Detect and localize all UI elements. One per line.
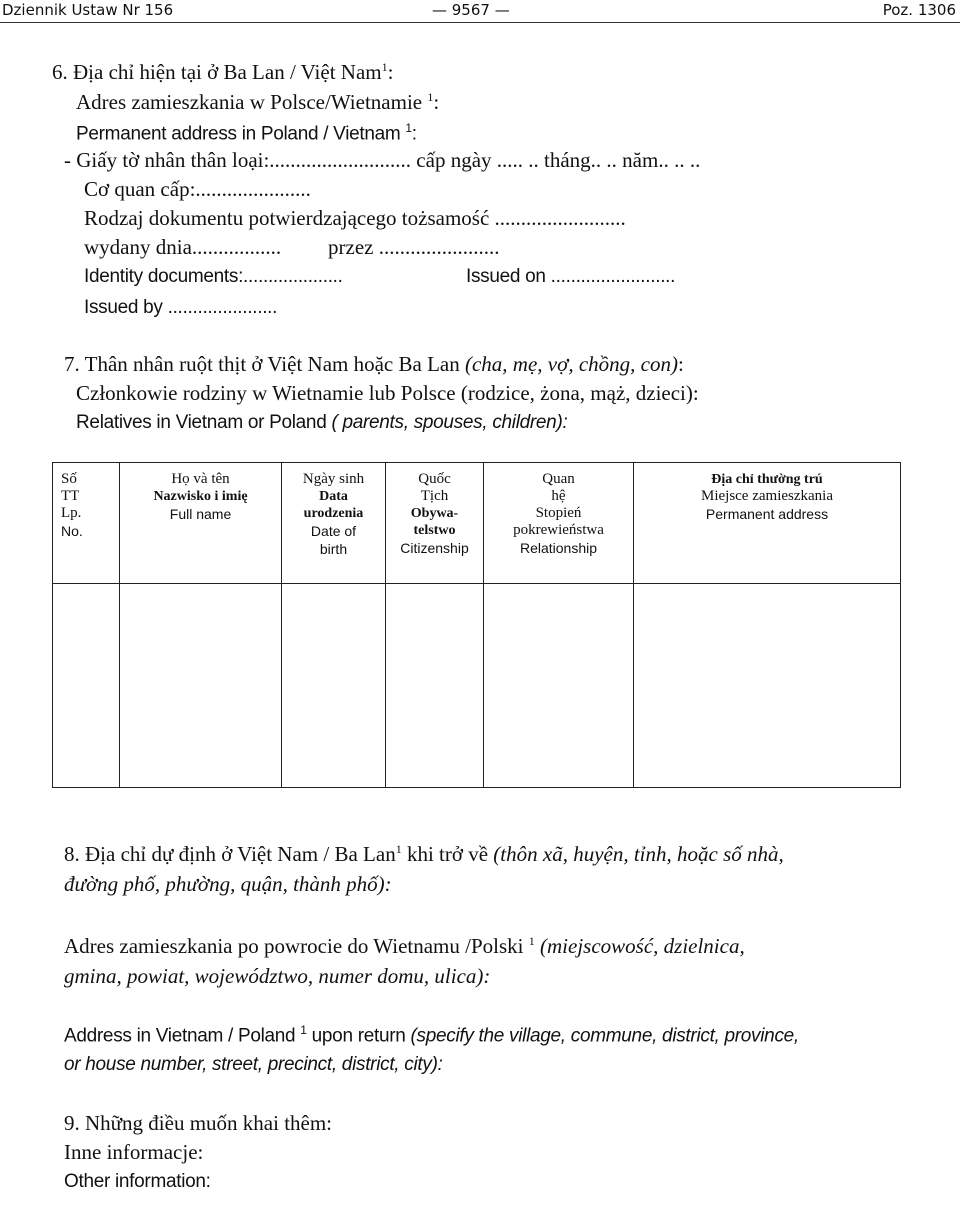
s6-issued-on-en: Issued on ......................... bbox=[466, 266, 676, 287]
s6-issuer-vn: Cơ quan cấp:...................... bbox=[84, 177, 311, 201]
journal-title: Dziennik Ustaw Nr 156 bbox=[2, 1, 174, 19]
s6-id-doc-pl: Rodzaj dokumentu potwierdzającego tożsamość ......................... bbox=[84, 206, 626, 230]
s8-title-pl-cont: gmina, powiat, województwo, numer domu, ulica): bbox=[64, 964, 491, 988]
s6-title-vn: 6. Địa chỉ hiện tại ở Ba Lan / Việt Nam$^1$: bbox=[52, 60, 394, 84]
col-relationship: Quan hệ Stopień pokrewieństwa Relationship bbox=[484, 463, 634, 584]
s8-title-en: Address in Vietnam / Poland $^1$ upon return (specify the village, commune, district, province, bbox=[64, 1023, 799, 1047]
s6-issued-date-pl: wydany dnia................. bbox=[84, 235, 282, 259]
s6-issued-by-en: Issued by ...................... bbox=[84, 297, 278, 318]
cell-number[interactable] bbox=[53, 584, 120, 788]
col-permanent-address: Địa chỉ thường trú Miejsce zamieszkania Permanent address bbox=[634, 463, 901, 584]
cell-relationship[interactable] bbox=[484, 584, 634, 788]
s9-title-pl: Inne informacje: bbox=[64, 1140, 204, 1164]
cell-citizenship[interactable] bbox=[386, 584, 484, 788]
s8-title-vn-cont: đường phố, phường, quận, thành phố): bbox=[64, 872, 392, 896]
s6-title-pl: Adres zamieszkania w Polsce/Wietnamie $^1$: bbox=[76, 90, 440, 114]
relatives-table bbox=[52, 462, 901, 788]
s7-title-pl: Członkowie rodziny w Wietnamie lub Polsce (rodzice, żona, mąż, dzieci): bbox=[76, 381, 699, 405]
col-date-of-birth: Ngày sinh Data urodzenia Date of birth bbox=[282, 463, 386, 584]
s6-id-doc-en: Identity documents:.................... bbox=[84, 266, 343, 287]
s8-title-vn: 8. Địa chỉ dự định ở Việt Nam / Ba Lan$^1$ khi trở về (thôn xã, huyện, tỉnh, hoặc số nhà, bbox=[64, 842, 784, 866]
col-citizenship: Quốc Tịch Obywa- telstwo Citizenship bbox=[386, 463, 484, 584]
cell-full-name[interactable] bbox=[120, 584, 282, 788]
cell-date-of-birth[interactable] bbox=[282, 584, 386, 788]
page-number: — 9567 — bbox=[432, 1, 510, 19]
cell-permanent-address[interactable] bbox=[634, 584, 901, 788]
s8-title-en-cont: or house number, street, precinct, district, city): bbox=[64, 1054, 443, 1075]
table-header-row bbox=[53, 463, 901, 584]
s7-title-en: Relatives in Vietnam or Poland ( parents, spouses, children): bbox=[76, 412, 568, 433]
s9-title-en: Other information: bbox=[64, 1171, 211, 1192]
page-header bbox=[0, 0, 960, 22]
col-full-name: Họ và tên Nazwisko i imię Full name bbox=[120, 463, 282, 584]
header-rule bbox=[0, 22, 960, 23]
position-number: Poz. 1306 bbox=[882, 1, 956, 19]
s6-id-doc-vn: - Giấy tờ nhân thân loại:........................... cấp ngày ..... .. tháng.. .. năm.. .. .. bbox=[64, 148, 701, 172]
s6-title-en: Permanent address in Poland / Vietnam $^1$: bbox=[76, 121, 417, 145]
s9-title-vn: 9. Những điều muốn khai thêm: bbox=[64, 1111, 333, 1135]
col-number: Số TT Lp. No. bbox=[53, 463, 120, 584]
table-row bbox=[53, 584, 901, 788]
s8-title-pl: Adres zamieszkania po powrocie do Wietnamu /Polski $^1$ (miejscowość, dzielnica, bbox=[64, 934, 745, 958]
s7-title-vn: 7. Thân nhân ruột thịt ở Việt Nam hoặc Ba Lan (cha, mẹ, vợ, chồng, con): bbox=[64, 352, 684, 376]
s6-issued-by-pl: przez ....................... bbox=[328, 235, 500, 259]
